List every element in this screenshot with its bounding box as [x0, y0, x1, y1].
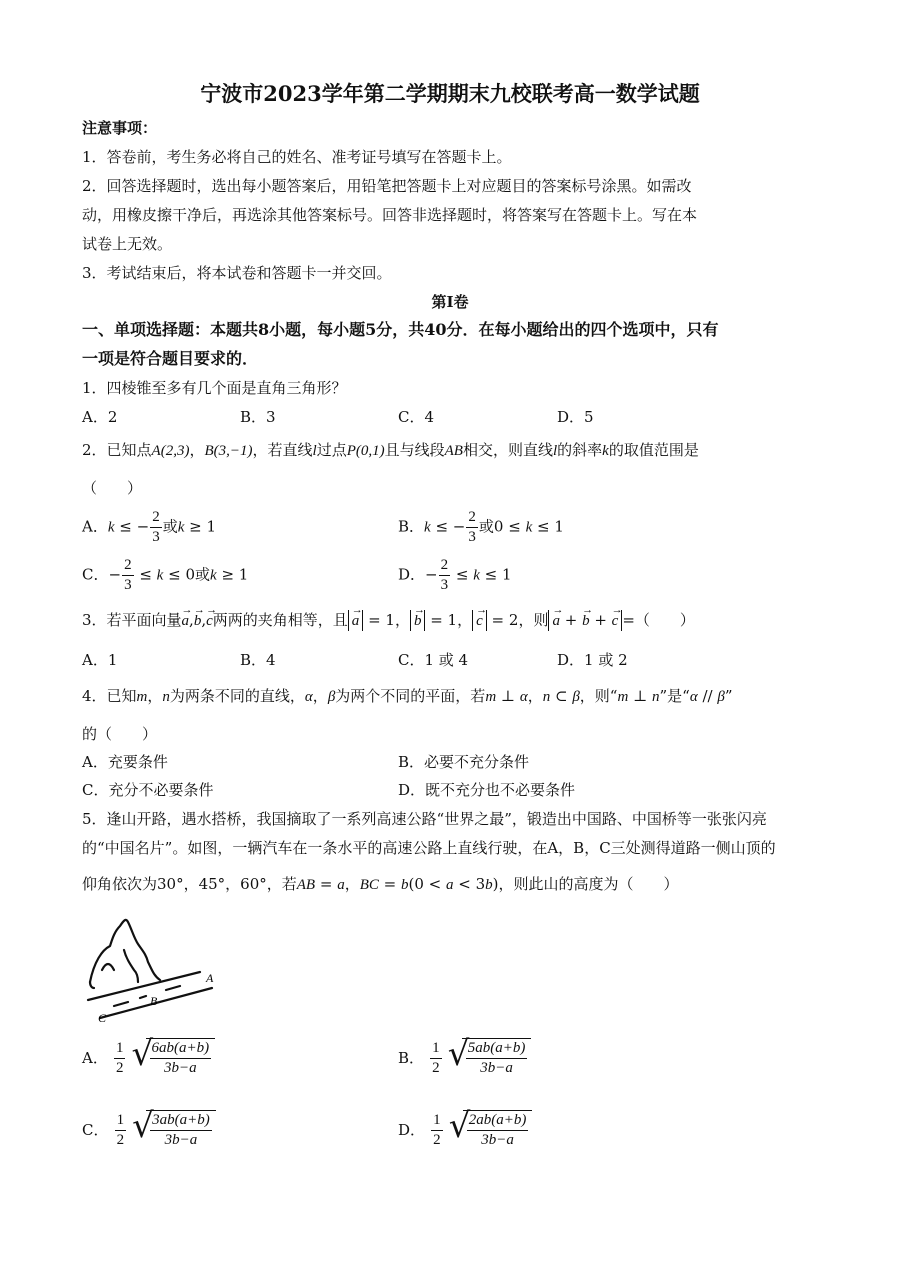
volume-label: 第Ⅰ卷	[431, 293, 469, 311]
figure-label-c: C	[98, 1011, 107, 1025]
q4-option-c: C．充分不必要条件	[82, 781, 214, 799]
notice-item-2: 2．回答选择题时，选出每小题答案后，用铅笔把答题卡上对应题目的答案标号涂黑。如需改	[82, 177, 692, 195]
q4-option-d: D．既不充分也不必要条件	[398, 781, 576, 799]
q2-stem: 2．已知点A(2,3)，B(3,−1)，若直线l过点P(0,1)且与线段AB相交，则直线l的斜率k的取值范围是	[82, 441, 699, 459]
q5-stem-line3: 仰角依次为30°，45°，60°，若AB = a，BC = b(0 < a < 3b)，则此山的高度为（ ）	[82, 875, 679, 893]
notice-item-3: 3．考试结束后，将本试卷和答题卡一并交回。	[82, 264, 392, 282]
q2-option-d: D．− $\frac{2}{3}$ ≤ k ≤ 1	[398, 557, 512, 593]
q3-option-b: B．4	[240, 651, 276, 669]
q4-stem: 4．已知m，n为两条不同的直线，α，β为两个不同的平面，若m ⊥ α，n ⊂ β，则“m ⊥ n”是“α // β”	[82, 687, 733, 705]
q2-answer-paren: （ ）	[82, 479, 143, 497]
mountain-ridge-2	[124, 950, 138, 982]
notice-item-2-cont: 动，用橡皮擦干净后，再选涂其他答案标号。回答非选择题时，将答案写在答题卡上。写在本	[82, 206, 698, 224]
q2-num: 2．已知点	[82, 441, 152, 459]
q5-option-c: C． $\frac{1}{2}$ √ $\frac{3ab(a+b)}{3b-a}$	[82, 1110, 216, 1150]
q2-text-1: ，若直线	[252, 441, 313, 459]
figure-label-b: B	[150, 994, 158, 1008]
q5-option-b: B． $\frac{1}{2}$ √ $\frac{5ab(a+b)}{3b-a}$	[398, 1038, 531, 1078]
mountain-foot	[90, 982, 94, 988]
q1-stem: 1．四棱锥至多有几个面是直角三角形？	[82, 379, 347, 397]
figure-label-a: A	[206, 971, 214, 985]
q2-text-5: 的斜率	[557, 441, 603, 459]
q1-option-b: B．3	[240, 408, 276, 426]
q2-text-3: 且与线段	[384, 441, 445, 459]
q5-stem-line1: 5．逢山开路，遇水搭桥，我国摘取了一系列高速公路“世界之最”，锻造出中国路、中国桥等一张张闪亮	[82, 810, 767, 828]
q2-point-p: P(0,1)	[346, 443, 385, 459]
q4-stem-cont: 的（ ）	[82, 725, 158, 743]
q2-text-2: 过点	[316, 441, 347, 459]
mountain-road-figure	[80, 910, 230, 1025]
mountain-ridge-1	[102, 964, 114, 970]
notice-item-1: 1．答卷前，考生务必将自己的姓名、准考证号填写在答题卡上。	[82, 148, 512, 166]
q1-option-c: C．4	[398, 408, 435, 426]
q2-text-4: 相交，则直线	[462, 441, 553, 459]
q2-option-c: C．− $\frac{2}{3}$ ≤ k ≤ 0或k ≥ 1	[82, 557, 249, 593]
q3-stem: 3．若平面向量→ a,→ b,→ c两两的夹角相等，且→ a = 1，→ b = 1，→ c = 2，则→ a + → b + → c =（ ）	[82, 610, 695, 631]
q5-option-d: D． $\frac{1}{2}$ √ $\frac{2ab(a+b)}{3b-a}$	[398, 1110, 532, 1150]
notice-item-2-end: 试卷上无效。	[82, 235, 173, 253]
q2-option-a: A．k ≤ − $\frac{2}{3}$ 或k ≥ 1	[82, 509, 217, 545]
q2-point-a: A(2,3)	[151, 443, 190, 459]
q4-option-b: B．必要不充分条件	[398, 753, 530, 771]
q2-point-b: B(3,−1)	[204, 443, 253, 459]
q1-option-d: D．5	[557, 408, 594, 426]
notice-heading: 注意事项：	[82, 119, 158, 137]
q4-option-a: A．充要条件	[82, 753, 168, 771]
q3-option-a: A．1	[82, 651, 118, 669]
q3-option-c: C．1 或 4	[398, 651, 469, 669]
page-title: 宁波市2023学年第二学期期末九校联考高一数学试题	[200, 81, 700, 106]
q2-text-6: 的取值范围是	[608, 441, 699, 459]
road-center-line	[114, 986, 180, 1006]
section-heading-cont: 一项是符合题目要求的．	[82, 349, 259, 368]
q5-stem-line2: 的“中国名片”。如图，一辆汽车在一条水平的高速公路上直线行驶，在A，B，C三处测得道路一侧山顶的	[82, 839, 776, 857]
q3-option-d: D．1 或 2	[557, 651, 628, 669]
section-heading: 一、单项选择题：本题共8小题，每小题5分，共40分．在每小题给出的四个选项中，只有	[82, 320, 719, 339]
q1-option-a: A．2	[82, 408, 118, 426]
q2-option-b: B．k ≤ − $\frac{2}{3}$ 或0 ≤ k ≤ 1	[398, 509, 564, 545]
q5-option-a: A． $\frac{1}{2}$ √ $\frac{6ab(a+b)}{3b-a}$	[82, 1038, 215, 1078]
